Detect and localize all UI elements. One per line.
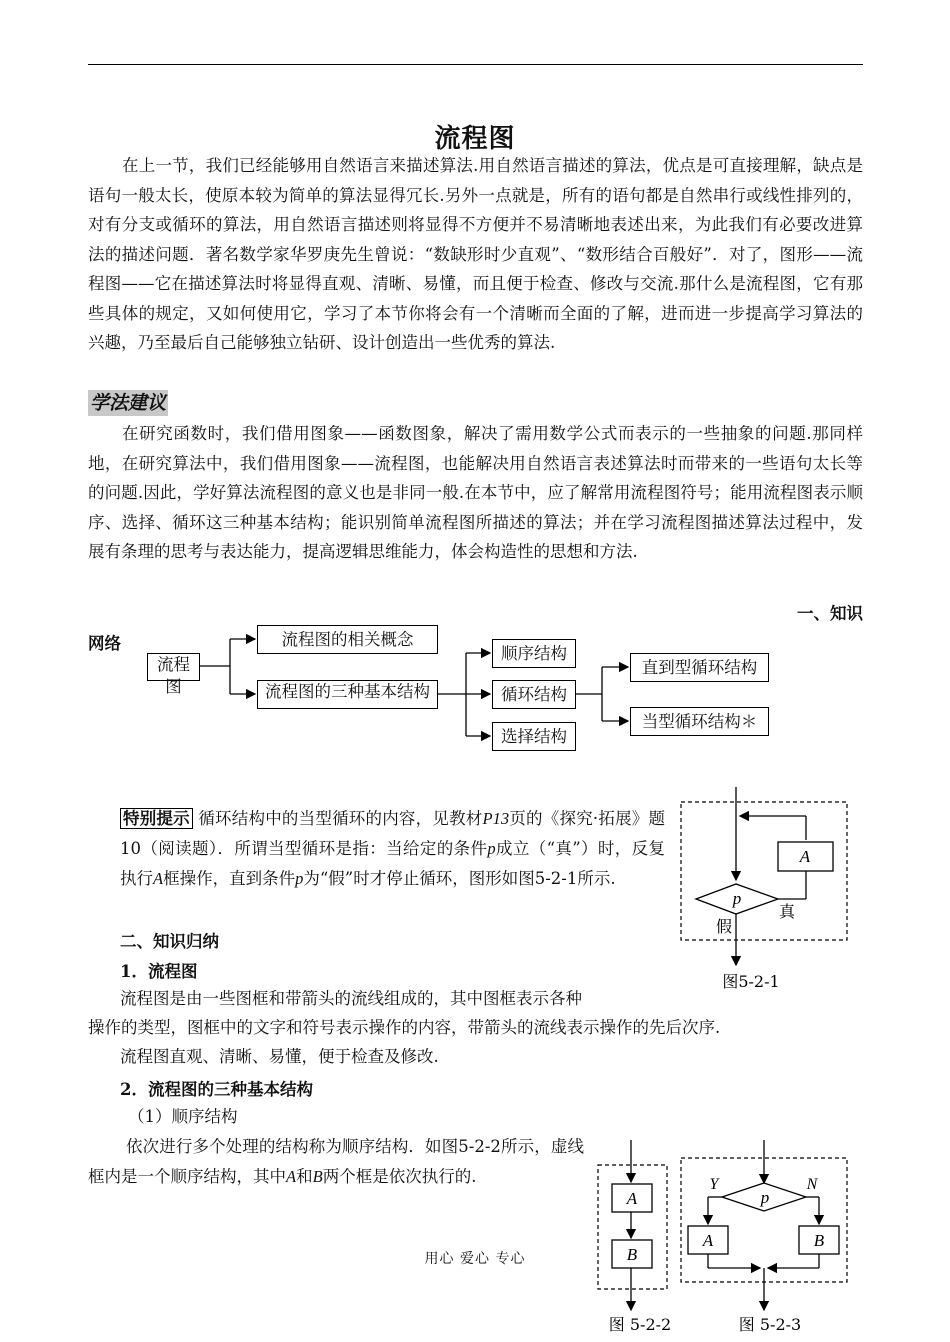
flowchart-def-line1: 流程图是由一些图框和带箭头的流线组成的，其中图框表示各种 <box>120 989 582 1008</box>
fig522-box-a: A <box>626 1189 638 1208</box>
footer: 用心 爱心 专心 <box>424 1251 526 1267</box>
mindmap-concept: 流程图的相关概念 <box>257 625 438 654</box>
knowledge-heading: 一、知识 <box>797 604 863 623</box>
tip-label: 特别提示 <box>120 808 193 829</box>
mindmap-root: 流程图 <box>147 653 200 681</box>
heading-flowchart: 1．流程图 <box>120 962 198 981</box>
flowchart-property: 流程图直观、清晰、易懂，便于检查及修改. <box>120 1047 439 1066</box>
fig521-false-label: 假 <box>715 917 733 936</box>
mindmap-until-loop: 直到型循环结构 <box>630 653 769 682</box>
mindmap-sequence: 顺序结构 <box>492 639 576 668</box>
fig521-caption: 图5-2-1 <box>722 972 780 991</box>
flowchart-def-line2: 操作的类型，图框中的文字和符号表示操作的内容，带箭头的流线表示操作的先后次序. <box>88 1018 721 1037</box>
mindmap-while-loop: 当型循环结构＊ <box>630 707 769 736</box>
sequence-paragraph: 依次进行多个处理的结构称为顺序结构．如图5-2-2所示，虚线框内是一个顺序结构，其中A和B两个框是依次执行的. <box>88 1137 584 1186</box>
fig523-box-b: B <box>813 1231 825 1250</box>
page-title: 流程图 <box>434 124 516 154</box>
heading-three-structures: 2．流程图的三种基本结构 <box>120 1080 313 1099</box>
section-study-advice: 学法建议 <box>90 392 167 414</box>
fig522-caption: 图 5-2-2 <box>608 1315 672 1334</box>
study-advice-paragraph: 在研究函数时，我们借用图象——函数图象，解决了需用数学公式而表示的一些抽象的问题.那同样地，在研究算法中，我们借用图象——流程图，也能解决用自然语言表述算法时而带来的一些语句太长等的问题.因此，学好算法流程图的意义也是非同一般.在本节中，应了解常用流程图符号；能用流程图表示顺序、选择、循环这三种基本结构；能识别简单流程图所描述的算法；并在学习流程图描述算法过程中，发展有条理的思考与表达能力，提高逻辑思维能力，体会构造性的思想和方法. <box>88 424 863 561</box>
fig521-cond: p <box>732 889 742 908</box>
fig521-true-label: 真 <box>778 902 796 921</box>
mindmap-three-structures: 流程图的三种基本结构 <box>257 680 438 709</box>
mindmap-loop: 循环结构 <box>492 680 576 709</box>
fig523-no: N <box>806 1176 818 1193</box>
tip-paragraph: 特别提示 循环结构中的当型循环的内容，见教材P13页的《探究·拓展》题10（阅读题）．所谓当型循环是指：当给定的条件p成立（“真”）时，反复执行A框操作，直到条件p为“假”时才停止循环，图形如图5-2-1所示. <box>120 809 666 888</box>
intro-paragraph: 在上一节，我们已经能够用自然语言来描述算法.用自然语言描述的算法，优点是可直接理解，缺点是语句一般太长，使原本较为简单的算法显得冗长.另外一点就是，所有的语句都是自然串行或线性排列的，对有分支或循环的算法，用自然语言描述则将显得不方便并不易清晰地表述出来，为此我们有必要改进算法的描述问题．著名数学家华罗庚先生曾说：“数缺形时少直观”、“数形结合百般好”．对了，图形——流程图——它在描述算法时将显得直观、清晰、易懂，而且便于检查、修改与交流.那什么是流程图，它有那些具体的规定，又如何使用它，学习了本节你将会有一个清晰而全面的了解，进而进一步提高学习算法的兴趣，乃至最后自己能够独立钻研、设计创造出一些优秀的算法. <box>88 156 863 352</box>
fig523-box-a: A <box>702 1231 714 1250</box>
fig522-box-b: B <box>626 1245 638 1264</box>
network-label: 网络 <box>88 634 121 653</box>
mindmap-selection: 选择结构 <box>492 722 576 751</box>
fig521-box-a: A <box>799 847 811 866</box>
fig523-yes: Y <box>709 1176 719 1193</box>
heading-induction: 二、知识归纳 <box>120 932 219 951</box>
fig523-cond: p <box>760 1188 770 1207</box>
fig523-caption: 图 5-2-3 <box>738 1315 802 1334</box>
heading-sequence: （1）顺序结构 <box>128 1107 238 1126</box>
